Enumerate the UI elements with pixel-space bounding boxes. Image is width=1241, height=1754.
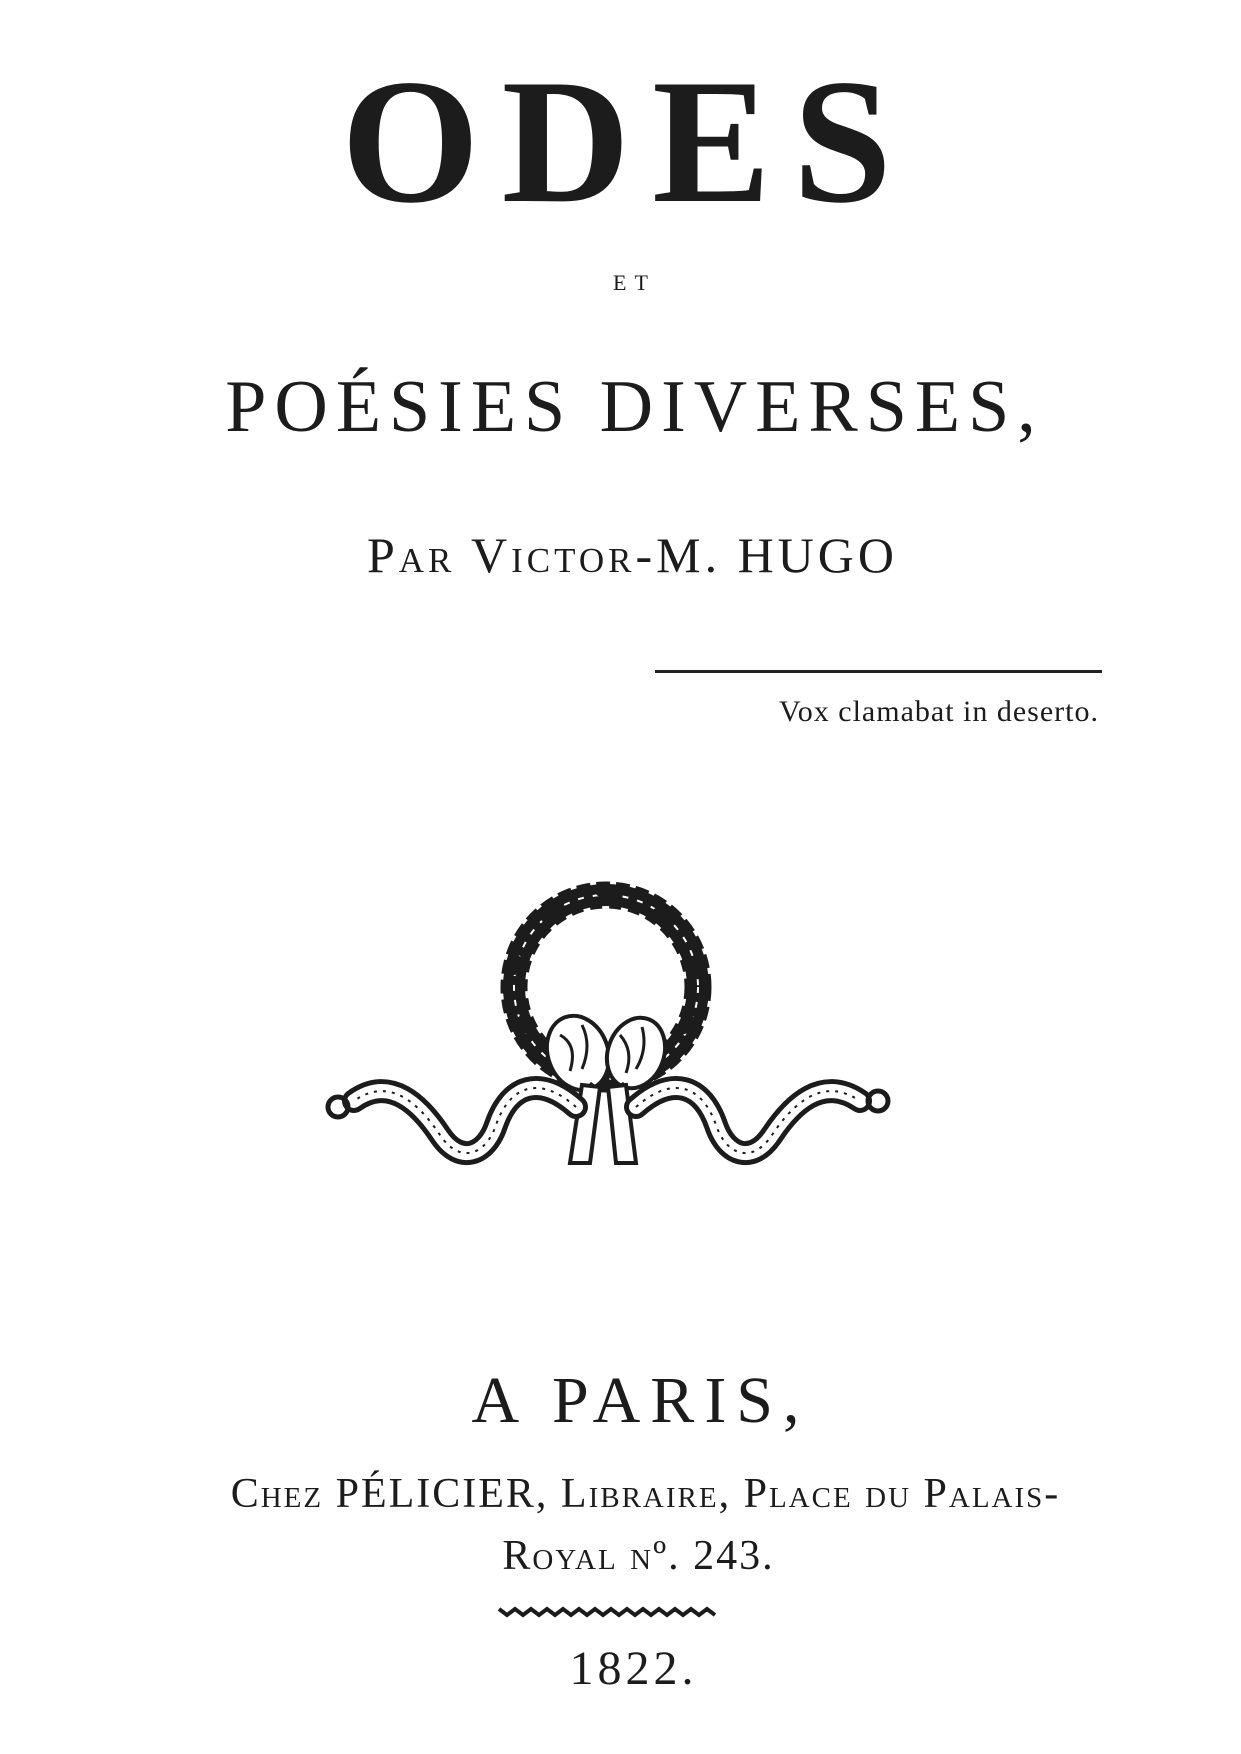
author-line: Par Victor-M. HUGO	[366, 527, 899, 583]
imprint-publisher-line-2: Royal nº. 243.	[502, 1533, 775, 1579]
imprint-year: 1822.	[569, 1642, 698, 1695]
imprint-publisher-line-1: Chez PÉLICIER, Libraire, Place du Palais-	[230, 1471, 1061, 1517]
epigraph-rule	[655, 670, 1102, 673]
book-title: ODES	[341, 42, 914, 240]
epigraph: Vox clamabat in deserto.	[778, 695, 1099, 728]
decorative-rule	[497, 1605, 719, 1619]
title-conjunction: ET	[613, 270, 656, 295]
book-subtitle: POÉSIES DIVERSES,	[225, 366, 1044, 448]
laurel-wreath-with-ribbon-icon	[320, 875, 900, 1215]
imprint-place: A PARIS,	[471, 1364, 810, 1437]
